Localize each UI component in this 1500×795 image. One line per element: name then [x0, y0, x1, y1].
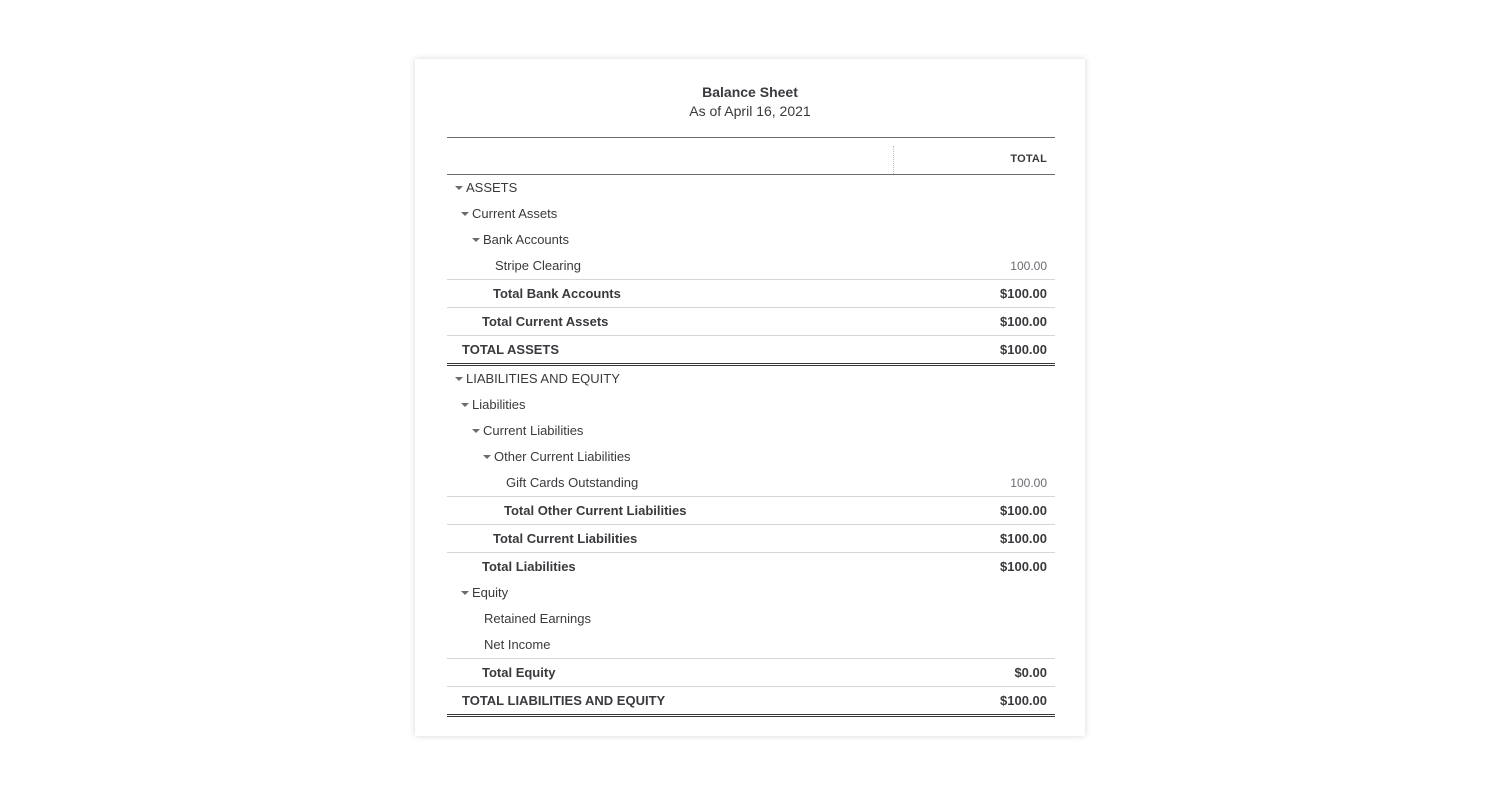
row-label: Equity	[472, 585, 509, 600]
caret-down-icon[interactable]	[455, 377, 463, 381]
row-label[interactable]: Net Income	[484, 637, 551, 652]
section-row-liabilities[interactable]	[447, 392, 1055, 418]
report-date: As of April 16, 2021	[689, 103, 811, 119]
caret-down-icon[interactable]	[461, 212, 469, 216]
section-row-liabilities-and-equity[interactable]	[447, 366, 1055, 392]
row-label: LIABILITIES AND EQUITY	[466, 371, 620, 386]
row-label: TOTAL ASSETS	[462, 342, 560, 357]
account-row-stripe-clearing[interactable]	[447, 253, 1055, 279]
row-label: Other Current Liabilities	[494, 449, 631, 464]
total-row-liabilities-and-equity	[447, 686, 1055, 717]
row-label: Total Current Liabilities	[493, 531, 638, 546]
row-amount[interactable]: 100.00	[1010, 476, 1047, 490]
account-row-gift-cards-outstanding[interactable]	[447, 470, 1055, 496]
section-row-equity[interactable]	[447, 580, 1055, 606]
column-header-total[interactable]: TOTAL	[1010, 153, 1047, 165]
account-row-net-income[interactable]	[447, 632, 1055, 658]
total-row-current-liabilities	[447, 524, 1055, 552]
row-label[interactable]: Gift Cards Outstanding	[506, 475, 639, 490]
section-row-assets[interactable]	[447, 175, 1055, 201]
row-amount[interactable]: $100.00	[1000, 693, 1047, 708]
total-row-current-assets	[447, 307, 1055, 335]
row-amount[interactable]: $100.00	[1000, 286, 1047, 301]
section-row-current-liabilities[interactable]	[447, 418, 1055, 444]
caret-down-icon[interactable]	[472, 429, 480, 433]
column-header-row	[447, 137, 1055, 175]
total-row-equity	[447, 658, 1055, 686]
row-amount[interactable]: $100.00	[1000, 314, 1047, 329]
total-row-other-current-liabilities	[447, 496, 1055, 524]
total-row-liabilities	[447, 552, 1055, 580]
row-label: Total Other Current Liabilities	[504, 503, 687, 518]
account-row-retained-earnings[interactable]	[447, 606, 1055, 632]
row-amount[interactable]: $100.00	[1000, 503, 1047, 518]
total-row-assets	[447, 335, 1055, 366]
row-label: Total Current Assets	[482, 314, 609, 329]
row-amount[interactable]: $100.00	[1000, 531, 1047, 546]
caret-down-icon[interactable]	[461, 591, 469, 595]
report-title: Balance Sheet	[702, 84, 798, 100]
row-amount[interactable]: $0.00	[1014, 665, 1047, 680]
caret-down-icon[interactable]	[461, 403, 469, 407]
row-label[interactable]: Stripe Clearing	[495, 258, 581, 273]
row-amount[interactable]: $100.00	[1000, 342, 1047, 357]
caret-down-icon[interactable]	[483, 455, 491, 459]
row-label: Total Liabilities	[482, 559, 576, 574]
row-label: Total Equity	[482, 665, 556, 680]
column-divider[interactable]	[893, 146, 894, 174]
row-label[interactable]: Retained Earnings	[484, 611, 591, 626]
row-label: Bank Accounts	[483, 232, 569, 247]
section-row-bank-accounts[interactable]	[447, 227, 1055, 253]
section-row-current-assets[interactable]	[447, 201, 1055, 227]
row-label: ASSETS	[466, 180, 518, 195]
row-label: Total Bank Accounts	[493, 286, 621, 301]
row-label: Current Assets	[472, 206, 558, 221]
row-amount[interactable]: 100.00	[1010, 259, 1047, 273]
caret-down-icon[interactable]	[472, 238, 480, 242]
row-label: Liabilities	[472, 397, 526, 412]
row-label: TOTAL LIABILITIES AND EQUITY	[462, 693, 666, 708]
row-label: Current Liabilities	[483, 423, 584, 438]
row-amount[interactable]: $100.00	[1000, 559, 1047, 574]
caret-down-icon[interactable]	[455, 186, 463, 190]
total-row-bank-accounts	[447, 279, 1055, 307]
report-header	[415, 83, 1085, 121]
balance-sheet-report	[415, 59, 1085, 736]
report-table	[447, 137, 1055, 717]
section-row-other-current-liabilities[interactable]	[447, 444, 1055, 470]
